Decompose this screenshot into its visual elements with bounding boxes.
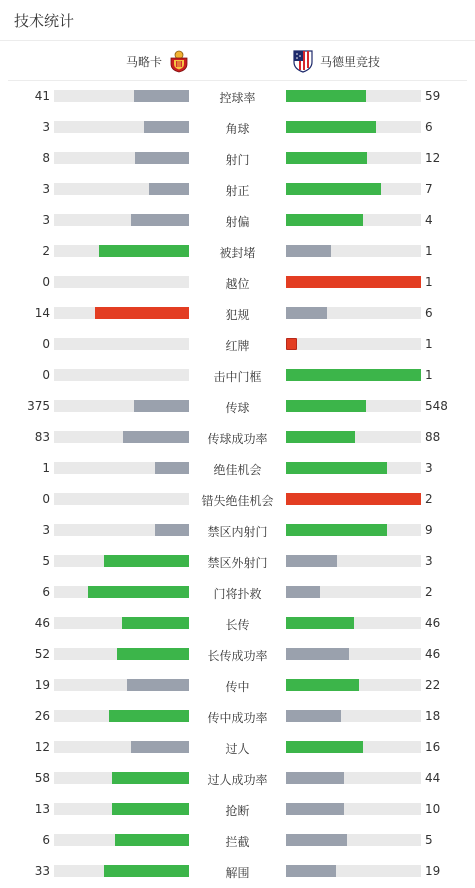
away-stat-value: 548: [425, 399, 448, 413]
home-stat-bar: [54, 524, 189, 536]
home-stat-bar: [54, 586, 189, 598]
away-stat-bar: [286, 276, 421, 288]
stat-row: [0, 205, 475, 236]
home-stat-bar: [54, 555, 189, 567]
away-stat-value: 12: [425, 151, 441, 165]
stat-label: 击中门框: [213, 370, 262, 384]
stat-label: 过人: [225, 742, 250, 756]
home-stat-value: 3: [42, 182, 50, 196]
away-stat-bar: [286, 214, 421, 226]
stat-label: 犯规: [225, 308, 250, 322]
home-stat-bar: [54, 834, 189, 846]
home-stat-bar: [54, 679, 189, 691]
stat-row: [0, 174, 475, 205]
home-stat-bar: [54, 865, 189, 877]
away-stat-bar: [286, 90, 421, 102]
home-stat-value: 2: [42, 244, 50, 258]
stat-label: 拦截: [225, 835, 250, 849]
away-stat-bar-fill: [286, 183, 381, 195]
away-stat-bar-fill: [286, 524, 387, 536]
stat-label: 错失绝佳机会: [201, 494, 274, 508]
home-stat-bar: [54, 90, 189, 102]
home-stat-bar-fill: [115, 834, 189, 846]
home-stat-bar: [54, 307, 189, 319]
home-stat-bar: [54, 400, 189, 412]
home-stat-bar: [54, 617, 189, 629]
stat-row: [0, 670, 475, 701]
away-stat-bar: [286, 307, 421, 319]
away-stat-bar-fill: [286, 307, 327, 319]
home-stat-bar: [54, 245, 189, 257]
home-stat-bar-fill: [134, 400, 189, 412]
home-stat-bar: [54, 183, 189, 195]
stat-row: [0, 298, 475, 329]
away-stat-bar-fill: [286, 152, 367, 164]
away-stat-value: 7: [425, 182, 433, 196]
home-stat-bar: [54, 121, 189, 133]
stat-row: [0, 112, 475, 143]
stat-row: [0, 453, 475, 484]
away-stat-value: 2: [425, 585, 433, 599]
stat-label: 绝佳机会: [213, 463, 262, 477]
away-stat-bar: [286, 834, 421, 846]
home-stat-value: 3: [42, 120, 50, 134]
stat-label: 长传成功率: [207, 649, 268, 663]
home-stat-bar-fill: [104, 865, 189, 877]
away-stat-bar-fill: [286, 90, 366, 102]
stat-row: [0, 360, 475, 391]
stat-label: 角球: [225, 122, 250, 136]
home-stat-bar-fill: [135, 152, 189, 164]
away-stat-value: 6: [425, 120, 433, 134]
home-stat-bar-fill: [155, 462, 189, 474]
home-stat-value: 12: [34, 740, 50, 754]
home-stat-value: 0: [42, 368, 50, 382]
home-stat-bar-fill: [99, 245, 189, 257]
home-stat-bar: [54, 772, 189, 784]
away-stat-bar: [286, 369, 421, 381]
home-team-name: 马略卡: [126, 54, 163, 69]
away-stat-bar-fill: [286, 617, 354, 629]
away-stat-bar: [286, 865, 421, 877]
away-stat-bar: [286, 524, 421, 536]
stat-label: 过人成功率: [207, 773, 268, 787]
away-stat-bar: [286, 493, 421, 505]
away-stat-bar-fill: [286, 834, 347, 846]
stat-row: [0, 484, 475, 515]
away-stat-bar: [286, 121, 421, 133]
home-stat-value: 52: [34, 647, 50, 661]
stat-row: [0, 391, 475, 422]
away-team[interactable]: [292, 41, 380, 81]
home-stat-value: 0: [42, 337, 50, 351]
away-stat-value: 19: [425, 864, 441, 878]
home-stat-bar: [54, 741, 189, 753]
home-stat-bar-fill: [131, 741, 189, 753]
away-stat-bar: [286, 338, 421, 350]
stat-label: 解围: [225, 866, 250, 880]
home-stat-bar-fill: [95, 307, 190, 319]
home-stat-value: 375: [27, 399, 50, 413]
away-stat-bar-fill: [286, 338, 297, 350]
stat-label: 传球成功率: [207, 432, 268, 446]
stat-label: 射偏: [225, 215, 250, 229]
away-stat-value: 16: [425, 740, 441, 754]
home-stat-value: 6: [42, 833, 50, 847]
home-stat-bar: [54, 493, 189, 505]
away-stat-bar-fill: [286, 214, 363, 226]
away-stat-value: 10: [425, 802, 441, 816]
away-stat-value: 1: [425, 337, 433, 351]
home-stat-value: 6: [42, 585, 50, 599]
away-stat-bar-fill: [286, 369, 421, 381]
away-stat-value: 46: [425, 616, 441, 630]
team-header: [8, 41, 467, 81]
home-stat-bar: [54, 338, 189, 350]
stat-row: [0, 329, 475, 360]
stat-label: 被封堵: [219, 246, 256, 260]
away-stat-bar-fill: [286, 803, 344, 815]
home-stat-value: 0: [42, 492, 50, 506]
away-stat-bar-fill: [286, 462, 387, 474]
home-stat-value: 13: [34, 802, 50, 816]
away-stat-bar-fill: [286, 276, 421, 288]
page-title: 技术统计: [14, 11, 75, 30]
home-stat-value: 46: [34, 616, 50, 630]
away-stat-bar: [286, 245, 421, 257]
stat-row: [0, 422, 475, 453]
home-stat-bar-fill: [112, 803, 189, 815]
stat-row: [0, 732, 475, 763]
stat-row: [0, 856, 475, 887]
away-stat-value: 9: [425, 523, 433, 537]
stat-label: 红牌: [225, 339, 250, 353]
away-stat-value: 59: [425, 89, 441, 103]
home-stat-bar-fill: [104, 555, 189, 567]
home-stat-value: 1: [42, 461, 50, 475]
away-stat-value: 18: [425, 709, 441, 723]
away-stat-bar: [286, 400, 421, 412]
home-stat-bar-fill: [88, 586, 189, 598]
home-stat-bar: [54, 462, 189, 474]
away-stat-bar-fill: [286, 431, 355, 443]
stat-label: 越位: [225, 277, 250, 291]
stat-row: [0, 763, 475, 794]
away-stat-bar-fill: [286, 245, 331, 257]
home-stat-bar-fill: [117, 648, 189, 660]
stat-row: [0, 825, 475, 856]
stat-label: 射门: [225, 153, 250, 167]
stat-row: [0, 143, 475, 174]
away-stat-bar: [286, 741, 421, 753]
away-team-name: 马德里竞技: [320, 54, 381, 69]
away-stat-bar: [286, 586, 421, 598]
away-stat-bar-fill: [286, 555, 337, 567]
stat-row: [0, 267, 475, 298]
stat-label: 射正: [225, 184, 250, 198]
away-stat-value: 1: [425, 368, 433, 382]
home-stat-value: 5: [42, 554, 50, 568]
away-stat-bar-fill: [286, 586, 320, 598]
stat-row: [0, 515, 475, 546]
home-stat-value: 14: [34, 306, 50, 320]
home-stat-bar: [54, 214, 189, 226]
home-stat-value: 33: [34, 864, 50, 878]
home-stat-bar: [54, 648, 189, 660]
home-stat-value: 58: [34, 771, 50, 785]
stat-label: 传中成功率: [207, 711, 268, 725]
stat-row: [0, 546, 475, 577]
home-stat-bar-fill: [127, 679, 189, 691]
stat-label: 传中: [225, 680, 250, 694]
home-stat-bar-fill: [144, 121, 189, 133]
home-stat-value: 3: [42, 213, 50, 227]
home-stat-bar: [54, 152, 189, 164]
home-stat-bar-fill: [123, 431, 189, 443]
away-stat-bar: [286, 555, 421, 567]
home-stat-bar: [54, 369, 189, 381]
away-stat-value: 4: [425, 213, 433, 227]
stat-row: [0, 577, 475, 608]
stat-row: [0, 794, 475, 825]
away-stat-value: 46: [425, 647, 441, 661]
atletico-crest-icon: [292, 49, 314, 73]
mallorca-crest-icon: [168, 49, 190, 73]
home-stat-value: 0: [42, 275, 50, 289]
away-stat-bar-fill: [286, 121, 376, 133]
home-stat-value: 8: [42, 151, 50, 165]
stat-label: 长传: [225, 618, 250, 632]
away-stat-value: 1: [425, 275, 433, 289]
away-stat-bar-fill: [286, 710, 341, 722]
home-stat-bar-fill: [134, 90, 189, 102]
home-stat-bar-fill: [109, 710, 189, 722]
away-stat-bar: [286, 803, 421, 815]
home-team[interactable]: [126, 41, 190, 81]
stat-label: 门将扑救: [213, 587, 262, 601]
away-stat-bar-fill: [286, 741, 363, 753]
page-title-bar: [0, 0, 475, 41]
away-stat-value: 88: [425, 430, 441, 444]
home-stat-bar: [54, 276, 189, 288]
away-stat-bar-fill: [286, 648, 349, 660]
home-stat-bar-fill: [131, 214, 189, 226]
away-stat-bar: [286, 462, 421, 474]
away-stat-bar-fill: [286, 400, 366, 412]
away-stat-value: 22: [425, 678, 441, 692]
away-stat-bar: [286, 183, 421, 195]
home-stat-value: 19: [34, 678, 50, 692]
away-stat-bar: [286, 431, 421, 443]
away-stat-bar: [286, 617, 421, 629]
home-stat-value: 3: [42, 523, 50, 537]
stat-row: [0, 701, 475, 732]
stat-row: [0, 236, 475, 267]
home-stat-bar: [54, 710, 189, 722]
stat-label: 禁区内射门: [207, 525, 268, 539]
stat-row: [0, 608, 475, 639]
away-stat-bar-fill: [286, 772, 344, 784]
home-stat-value: 26: [34, 709, 50, 723]
away-stat-value: 6: [425, 306, 433, 320]
home-stat-value: 83: [34, 430, 50, 444]
away-stat-bar: [286, 648, 421, 660]
home-stat-bar-fill: [112, 772, 189, 784]
away-stat-bar: [286, 679, 421, 691]
stat-label: 传球: [225, 401, 250, 415]
away-stat-value: 3: [425, 554, 433, 568]
home-stat-bar-fill: [122, 617, 190, 629]
away-stat-value: 1: [425, 244, 433, 258]
stat-row: [0, 81, 475, 112]
stat-row: [0, 639, 475, 670]
away-stat-bar-fill: [286, 865, 336, 877]
away-stat-value: 5: [425, 833, 433, 847]
away-stat-value: 2: [425, 492, 433, 506]
away-stat-bar: [286, 772, 421, 784]
away-stat-value: 44: [425, 771, 441, 785]
home-stat-bar-fill: [149, 183, 190, 195]
home-stat-bar: [54, 431, 189, 443]
away-stat-bar: [286, 152, 421, 164]
stats-list: [0, 81, 475, 887]
away-stat-bar-fill: [286, 679, 359, 691]
stat-label: 抢断: [225, 804, 250, 818]
stat-label: 控球率: [219, 91, 256, 105]
home-stat-bar: [54, 803, 189, 815]
away-stat-value: 3: [425, 461, 433, 475]
home-stat-value: 41: [34, 89, 50, 103]
away-stat-bar-fill: [286, 493, 421, 505]
home-stat-bar-fill: [155, 524, 189, 536]
away-stat-bar: [286, 710, 421, 722]
stat-label: 禁区外射门: [207, 556, 268, 570]
